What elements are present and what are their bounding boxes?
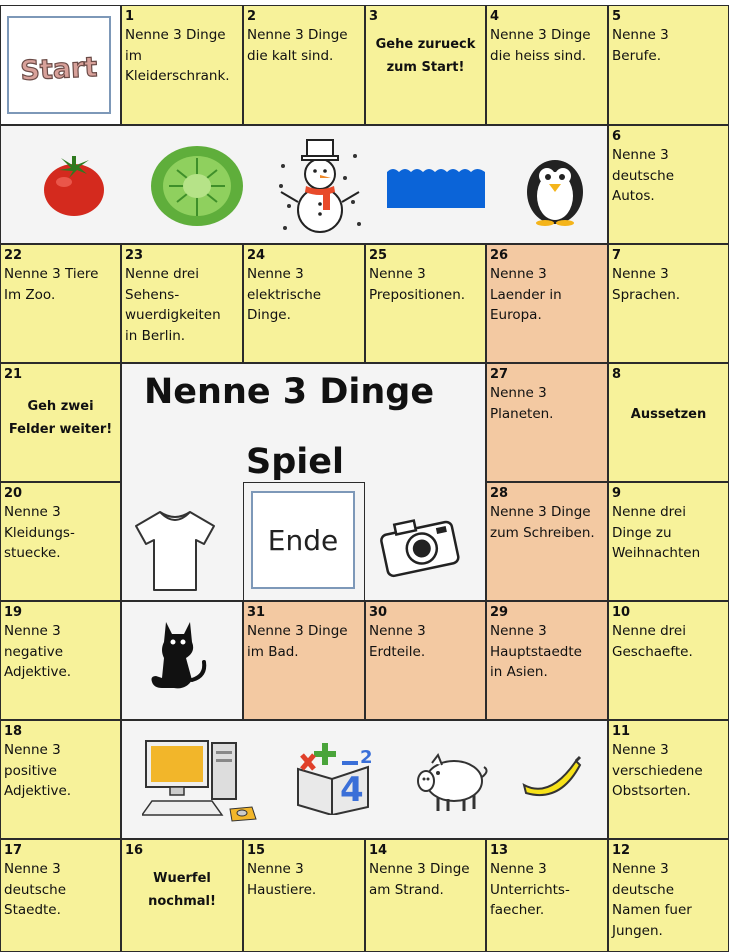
square-text: Nenne 3 Prepositionen. [369, 266, 466, 303]
square-text: Nenne 3 deutsche Autos. [612, 147, 675, 204]
square-number: 11 [612, 724, 631, 739]
square-23[interactable] [121, 244, 243, 363]
picture-strip-top [0, 125, 608, 244]
tomato-icon [39, 148, 109, 218]
lettuce-icon [147, 140, 247, 228]
square-20[interactable] [0, 482, 121, 601]
square-25[interactable] [365, 244, 486, 363]
square-text: Nenne 3 Dinge im Kleiderschrank. [125, 27, 230, 84]
square-text: Nenne drei Geschaefte. [612, 623, 693, 660]
square-text: Nenne 3 Tiere Im Zoo. [4, 266, 99, 303]
square-4[interactable] [486, 5, 608, 125]
square-text: Nenne 3 Erdteile. [369, 623, 426, 660]
square-text: Gehe zurueck zum Start! [375, 37, 476, 75]
square-number: 1 [125, 9, 135, 24]
svg-text:4: 4 [340, 770, 364, 810]
square-28[interactable] [486, 482, 608, 601]
square-number: 2 [247, 9, 257, 24]
square-16[interactable] [121, 839, 243, 952]
square-number: 28 [490, 486, 509, 501]
cat-icon [146, 618, 212, 692]
cat-panel [121, 601, 243, 720]
square-14[interactable] [365, 839, 486, 952]
square-31[interactable] [243, 601, 365, 720]
tshirt-icon [134, 508, 216, 594]
banana-icon [520, 755, 584, 803]
square-number: 8 [612, 367, 622, 382]
square-7[interactable] [608, 244, 729, 363]
square-number: 20 [4, 486, 23, 501]
square-text: Geh zwei Felder weiter! [8, 399, 113, 437]
square-11[interactable] [608, 720, 729, 839]
square-15[interactable] [243, 839, 365, 952]
square-number: 9 [612, 486, 622, 501]
square-text: Nenne drei Dinge zu Weihnachten [612, 504, 701, 561]
game-subtitle: Spiel [246, 442, 344, 482]
square-text: Nenne 3 Dinge im Bad. [247, 623, 348, 660]
square-number: 17 [4, 843, 23, 858]
square-18[interactable] [0, 720, 121, 839]
square-number: 5 [612, 9, 622, 24]
square-number: 21 [4, 367, 23, 382]
square-number: 16 [125, 843, 144, 858]
square-text: Nenne 3 Dinge die kalt sind. [247, 27, 348, 64]
square-text: Nenne 3 Sprachen. [612, 266, 681, 303]
svg-text:2: 2 [360, 747, 373, 768]
square-text: Nenne 3 Laender in Europa. [490, 266, 562, 323]
square-number: 15 [247, 843, 266, 858]
square-number: 24 [247, 248, 266, 263]
square-number: 10 [612, 605, 631, 620]
square-number: 12 [612, 843, 631, 858]
square-text: Nenne 3 positive Adjektive. [4, 742, 72, 799]
end-label: Ende [267, 523, 339, 557]
square-text: Nenne 3 elektrische Dinge. [247, 266, 322, 323]
picture-strip-bottom [121, 720, 608, 839]
snowman-icon [275, 136, 365, 236]
square-number: 13 [490, 843, 509, 858]
square-10[interactable] [608, 601, 729, 720]
square-text: Nenne 3 Dinge zum Schreiben. [490, 504, 595, 541]
square-text: Nenne 3 Haustiere. [247, 861, 317, 898]
square-9[interactable] [608, 482, 729, 601]
square-text: Wuerfel nochmal! [148, 871, 216, 909]
square-6[interactable] [608, 125, 729, 244]
square-3[interactable] [365, 5, 486, 125]
camera-panel [365, 482, 486, 601]
square-number: 19 [4, 605, 23, 620]
computer-icon [142, 737, 266, 827]
square-text: Aussetzen [630, 407, 707, 422]
square-13[interactable] [486, 839, 608, 952]
square-17[interactable] [0, 839, 121, 952]
square-text: Nenne 3 Unterrichts- faecher. [490, 861, 570, 918]
square-text: Nenne 3 Dinge am Strand. [369, 861, 470, 898]
square-text: Nenne 3 deutsche Namen fuer Jungen. [612, 861, 692, 939]
square-number: 3 [369, 9, 379, 24]
square-2[interactable] [243, 5, 365, 125]
square-number: 31 [247, 605, 266, 620]
square-number: 4 [490, 9, 500, 24]
camera-icon [377, 512, 461, 578]
square-19[interactable] [0, 601, 121, 720]
square-number: 29 [490, 605, 509, 620]
start-square[interactable] [0, 5, 121, 125]
square-number: 23 [125, 248, 144, 263]
square-30[interactable] [365, 601, 486, 720]
end-square[interactable] [243, 482, 365, 601]
square-number: 7 [612, 248, 622, 263]
square-text: Nenne 3 Kleidungs- stuecke. [4, 504, 75, 561]
square-number: 27 [490, 367, 509, 382]
square-21[interactable] [0, 363, 121, 482]
square-number: 22 [4, 248, 23, 263]
square-27[interactable] [486, 363, 608, 482]
square-text: Nenne 3 Planeten. [490, 385, 554, 422]
square-text: Nenne drei Sehens- wuerdigkeiten in Berlin. [125, 266, 221, 344]
game-board [0, 5, 729, 952]
square-number: 26 [490, 248, 509, 263]
square-24[interactable] [243, 244, 365, 363]
square-text: Nenne 3 Dinge die heiss sind. [490, 27, 591, 64]
start-box [7, 16, 111, 114]
square-8[interactable] [608, 363, 729, 482]
square-number: 6 [612, 129, 622, 144]
square-number: 25 [369, 248, 388, 263]
start-label-art [9, 18, 109, 112]
square-number: 30 [369, 605, 388, 620]
square-text: Nenne 3 Berufe. [612, 27, 669, 64]
penguin-icon [519, 148, 591, 226]
water-icon [387, 166, 485, 208]
square-26[interactable] [486, 244, 608, 363]
square-22[interactable] [0, 244, 121, 363]
square-text: Nenne 3 verschiedene Obstsorten. [612, 742, 703, 799]
square-text: Nenne 3 Hauptstaedte in Asien. [490, 623, 582, 680]
square-1[interactable] [121, 5, 243, 125]
math-book-icon [292, 739, 376, 815]
start-label: Start [19, 52, 98, 87]
square-text: Nenne 3 negative Adjektive. [4, 623, 72, 680]
square-12[interactable] [608, 839, 729, 952]
pig-icon [414, 751, 490, 815]
square-29[interactable] [486, 601, 608, 720]
square-number: 14 [369, 843, 388, 858]
end-box [251, 491, 355, 589]
square-number: 18 [4, 724, 23, 739]
square-text: Nenne 3 deutsche Staedte. [4, 861, 67, 918]
square-5[interactable] [608, 5, 729, 125]
game-title: Nenne 3 Dinge [144, 372, 435, 412]
